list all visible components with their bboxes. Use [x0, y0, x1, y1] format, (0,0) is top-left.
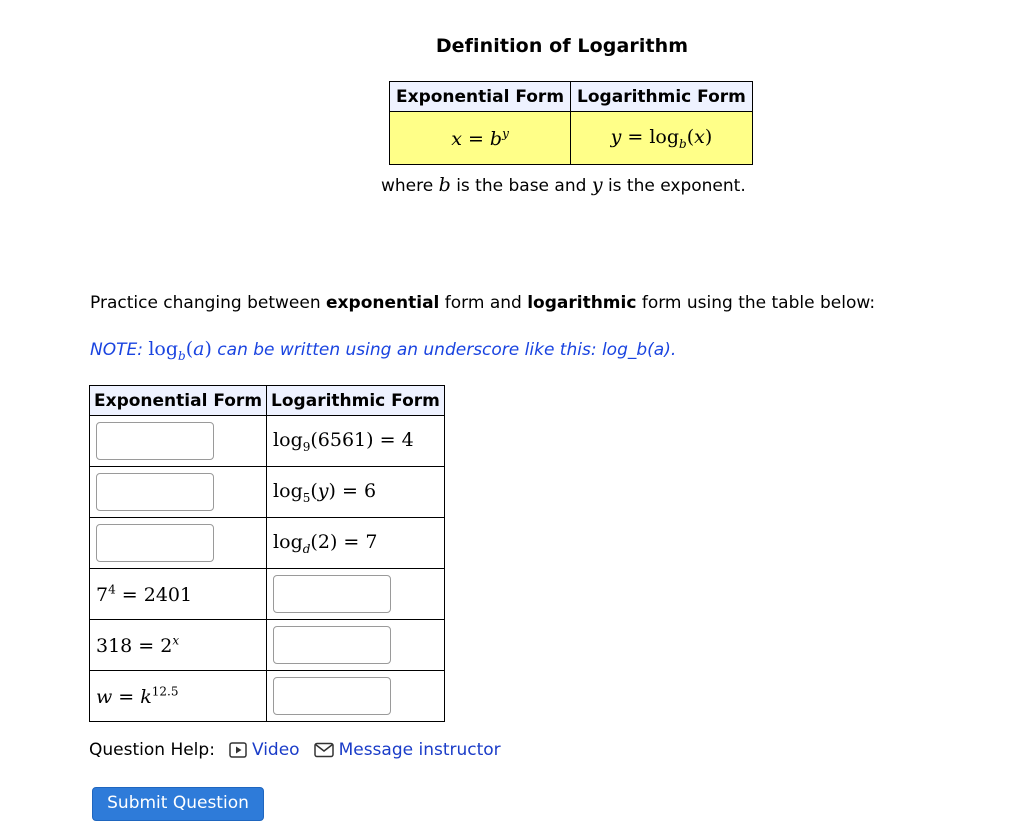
logarithmic-answer-input-2[interactable]	[273, 626, 391, 664]
underscore-note: NOTE: $\log_b(a)$ can be written using an underscore like this: log_b(a).	[90, 338, 677, 363]
envelope-icon	[314, 742, 334, 758]
practice-col-exponential: Exponential Form	[90, 386, 267, 416]
exponential-answer-input-2[interactable]	[96, 473, 214, 511]
log-expression: $\log_5(y) = 6$	[267, 467, 445, 518]
table-row	[90, 416, 445, 467]
question-help	[89, 740, 501, 760]
submit-question-button[interactable]: Submit Question	[92, 787, 264, 821]
question-help-label: Question Help:	[89, 740, 215, 760]
message-instructor-label[interactable]: Message instructor	[338, 740, 501, 760]
log-expression: $\log_d(2) = 7$	[267, 518, 445, 569]
practice-col-logarithmic: Logarithmic Form	[267, 386, 445, 416]
page-title: Definition of Logarithm	[435, 35, 689, 57]
video-link[interactable]	[229, 740, 300, 760]
table-row	[90, 671, 445, 722]
message-instructor-link[interactable]	[314, 740, 501, 760]
table-row	[90, 569, 445, 620]
def-exponential-formula: $x = b^y$	[390, 112, 571, 165]
logarithmic-answer-input-1[interactable]	[273, 575, 391, 613]
def-col-exponential: Exponential Form	[390, 82, 571, 112]
definition-explanation: where b is the base and y is the exponent.	[381, 174, 746, 196]
table-row	[90, 467, 445, 518]
play-icon	[229, 742, 247, 758]
exponential-answer-input-1[interactable]	[96, 422, 214, 460]
log-expression: $\log_9(6561) = 4$	[267, 416, 445, 467]
exp-expression: $7^4 = 2401$	[90, 569, 267, 620]
table-row	[90, 518, 445, 569]
practice-instructions: Practice changing between exponential form and logarithmic form using the table below:	[90, 293, 876, 313]
exp-expression: $w = k^{12.5}$	[90, 671, 267, 722]
def-col-logarithmic: Logarithmic Form	[571, 82, 753, 112]
def-logarithmic-formula: $y = \log_b(x)$	[571, 112, 753, 165]
exponential-answer-input-3[interactable]	[96, 524, 214, 562]
logarithmic-answer-input-3[interactable]	[273, 677, 391, 715]
exp-expression: $318 = 2^x$	[90, 620, 267, 671]
definition-table	[389, 81, 753, 165]
practice-table	[89, 385, 445, 722]
video-link-label[interactable]: Video	[251, 740, 300, 760]
table-row	[90, 620, 445, 671]
